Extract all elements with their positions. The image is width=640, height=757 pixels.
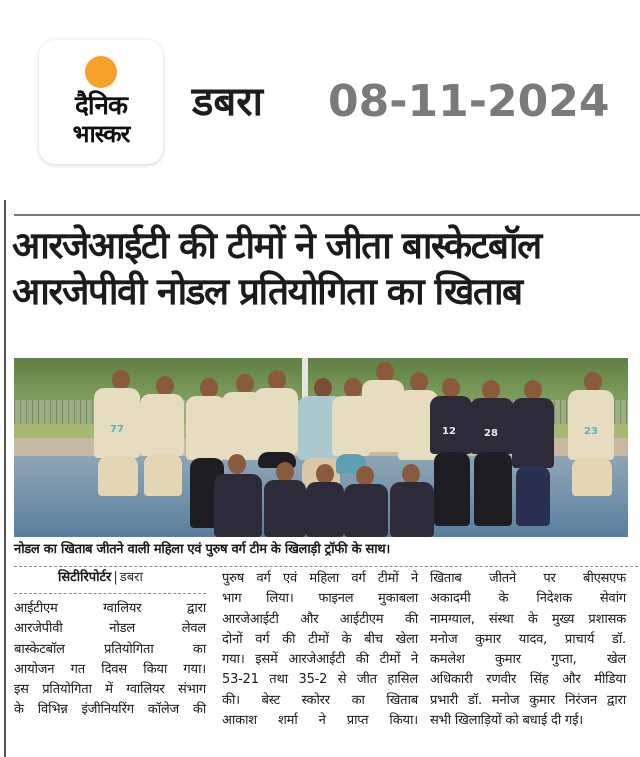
column-line: भाग लिया। फाइनल मुकाबला [222, 591, 418, 607]
player-head [112, 370, 130, 390]
player-head [344, 378, 362, 398]
logo-line-1: दैनिक [75, 91, 127, 121]
column-line: दोनों वर्ग की टीमों के बीच खेला [222, 631, 418, 647]
player-kneeling [264, 480, 306, 537]
player-head [276, 462, 294, 482]
top-rule [14, 214, 640, 216]
player-head [584, 372, 602, 392]
column-line: सभी खिलाड़ियों को बधाई दी गई। [430, 713, 583, 729]
player-head [356, 466, 374, 486]
player-kneeling [214, 474, 262, 537]
byline-rule [14, 593, 206, 595]
byline-reporter: सिटीरिपोर्टर [58, 570, 112, 585]
player-shorts [572, 458, 612, 496]
player-head [524, 380, 542, 400]
caption-rule [14, 566, 638, 568]
photo-caption: नोडल का खिताब जीतने वाली महिला एवं पुरुष वर्ग टीम के खिलाड़ी ट्रॉफी के साथ। [14, 542, 391, 557]
player-head [236, 374, 254, 394]
column-line: अधिकारी रणवीर सिंह और मीडिया [430, 672, 626, 688]
player-standing-women: 12 [430, 396, 472, 454]
article-column-2 [222, 569, 418, 731]
column-line: आरजेआईटी और आईटीएम की [222, 611, 418, 627]
column-line: के विभिन्न इंजीनियरिंग कॉलेज की [14, 702, 206, 718]
column-line: आईटीएम ग्वालियर द्वारा [14, 601, 206, 616]
column-line: की। बेस्ट स्कोरर का खिताब [222, 692, 418, 708]
column-line: आरजेपीवी नोडल लेवल [14, 621, 206, 637]
player-standing-women: 28 [470, 398, 514, 454]
player-standing: 23 [568, 390, 614, 460]
article-column-3 [430, 569, 626, 731]
byline-separator: | [113, 570, 118, 585]
column-line: प्रभारी डॉ. मनोज कुमार निरंजन द्वारा [430, 692, 626, 708]
column-line: 53-21 तथा 35-2 से जीत हासिल [222, 672, 418, 688]
player-kneeling [306, 482, 344, 537]
player-shorts [144, 454, 182, 496]
column-line: आकाश शर्मा ने प्राप्त किया। [222, 713, 418, 729]
byline-place: डबरा [119, 570, 143, 585]
headline-line-2: आरजेपीवी नोडल प्रतियोगिता का खिताब [12, 270, 522, 313]
player-head [442, 378, 460, 398]
column-line: खिताब जीतने पर बीएसएफ [430, 571, 626, 586]
column-line: पुरुष वर्ग एवं महिला वर्ग टीमों ने [222, 571, 418, 586]
player-standing [140, 394, 184, 456]
player-standing: 77 [94, 388, 140, 458]
player-head [156, 376, 174, 396]
left-border-rule [4, 200, 6, 757]
player-head [228, 454, 246, 474]
column-line: नामग्याल, संस्था के मुख्य प्रशासक [430, 611, 626, 627]
column-line: इस प्रतियोगिता में ग्वालियर संभाग [14, 682, 206, 698]
column-line: गया। इसमें आरजेआईटी की टीमों ने [222, 652, 418, 668]
player-standing [186, 396, 226, 460]
player-head [482, 380, 500, 400]
sun-icon [85, 56, 117, 88]
page-header [0, 0, 640, 195]
player-shorts [98, 456, 138, 496]
news-clipping [0, 195, 640, 757]
column-line: बास्केटबॉल प्रतियोगिता का [14, 641, 206, 657]
player-head [376, 362, 394, 382]
article-column-1 [14, 599, 206, 721]
player-kneeling [344, 484, 388, 537]
team-photo [14, 358, 628, 537]
player-trousers [474, 452, 512, 526]
player-trousers [516, 466, 550, 526]
edition-date: 08-11-2024 [328, 76, 610, 127]
byline [58, 569, 143, 587]
headline [12, 223, 640, 315]
dainik-bhaskar-logo [39, 40, 163, 164]
column-line: आयोजन गत दिवस किया गया। [14, 661, 206, 677]
edition-name: डबरा [192, 79, 263, 125]
player-trousers [434, 452, 470, 526]
column-line: अकादमी के निदेशक सेवांग [430, 591, 626, 607]
player-head [410, 372, 428, 392]
player-head [402, 464, 420, 484]
logo-line-2: भास्कर [72, 120, 130, 148]
column-line: कमलेश कुमार गुप्ता, खेल [430, 652, 626, 668]
headline-line-1: आरजेआईटी की टीमों ने जीता बास्केटबॉल [12, 224, 541, 267]
coach-head [314, 378, 332, 398]
column-line: मनोज कुमार यादव, प्राचार्य डॉ. [430, 631, 626, 647]
player-standing [254, 388, 298, 454]
player-kneeling [390, 482, 434, 537]
player-head [316, 464, 334, 484]
player-head [268, 370, 286, 390]
player-standing-women [512, 398, 554, 468]
player-head [200, 378, 218, 398]
